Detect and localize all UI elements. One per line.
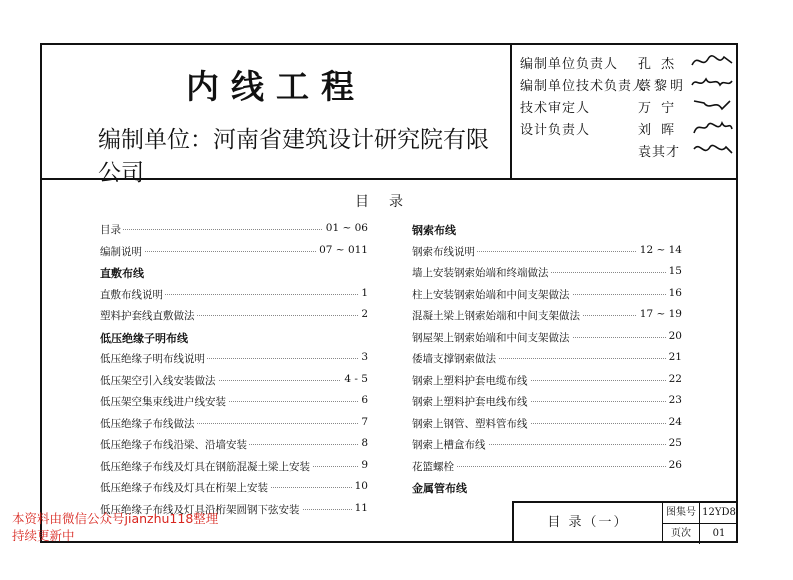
toc-entry-label: 花篮螺栓 <box>412 460 454 473</box>
toc-entry-label: 钢索上钢管、塑料管布线 <box>412 417 528 430</box>
toc-entry-label: 低压绝缘子明布线 <box>100 331 188 345</box>
toc-entry <box>100 413 368 435</box>
toc-entry <box>412 262 682 284</box>
watermark <box>12 510 218 544</box>
signature-role: 编制单位技术负责人 <box>520 79 647 94</box>
toc-entry-page: 22 <box>666 373 682 385</box>
signature-role: 编制单位负责人 <box>520 57 619 72</box>
toc-entry <box>412 241 682 263</box>
signature-person: 蔡黎明 <box>638 79 687 94</box>
toc-entry-label: 编制说明 <box>100 245 142 258</box>
handwritten-signature <box>690 73 734 93</box>
toc-section-heading <box>100 327 368 349</box>
signature-row <box>520 117 734 139</box>
atlas-number-cell <box>663 503 738 524</box>
watermark-line-1: 本资料由微信公众号jianzhu118整理 <box>12 511 219 526</box>
main-title: 内线工程 <box>186 67 366 106</box>
toc-entry-label: 低压绝缘子布线做法 <box>100 417 195 430</box>
toc-entry <box>100 391 368 413</box>
signature-row <box>520 73 734 95</box>
signature-row <box>520 95 734 117</box>
toc-entry-page: 20 <box>666 330 682 342</box>
toc-section-heading <box>100 262 368 284</box>
toc-entry-label: 钢索布线说明 <box>412 245 475 258</box>
toc-section-heading <box>412 477 682 499</box>
toc-right-column <box>412 219 682 499</box>
toc-entry-page: 11 <box>352 502 368 514</box>
toc-title: 目录 <box>355 194 423 210</box>
toc-entry-label: 直敷布线说明 <box>100 288 163 301</box>
toc-entry-page: 01 ~ 06 <box>323 222 368 234</box>
toc-entry-page: 4 - 5 <box>341 373 368 385</box>
signature-person: 孔 杰 <box>638 57 678 72</box>
toc-entry-label: 低压绝缘子布线及灯具在桁架上安装 <box>100 482 268 494</box>
handwritten-signature <box>690 117 734 137</box>
toc-entry <box>412 456 682 478</box>
toc-entry-page: 1 <box>358 287 368 299</box>
toc-entry <box>412 413 682 435</box>
signature-role: 设计负责人 <box>520 123 591 138</box>
toc-entry-page: 23 <box>666 394 682 406</box>
toc-entry <box>412 434 682 456</box>
footer-block <box>512 501 738 543</box>
signature-row-extra <box>520 139 734 161</box>
toc-entry-page: 10 <box>352 480 368 492</box>
signature-role: 技术审定人 <box>520 101 591 116</box>
toc-entry-label: 钢屋架上钢索始端和中间支架做法 <box>412 331 570 344</box>
toc-entry-label: 低压绝缘子布线沿梁、沿墙安装 <box>100 439 247 451</box>
toc-left-column <box>100 219 368 520</box>
toc-entry-label: 塑料护套线直敷做法 <box>100 310 195 322</box>
toc-entry-page: 07 ~ 011 <box>316 244 368 256</box>
signature-table <box>520 51 734 161</box>
handwritten-signature <box>690 51 734 71</box>
toc-entry <box>100 219 368 241</box>
toc-entry-label: 墙上安装钢索始端和终端做法 <box>412 267 549 279</box>
toc-entry <box>100 348 368 370</box>
toc-entry-page: 15 <box>666 265 682 277</box>
signature-person: 刘 晖 <box>638 123 678 138</box>
toc-entry-label: 目录 <box>100 224 121 236</box>
toc-entry <box>100 370 368 392</box>
toc-entry-label: 混凝土梁上钢索始端和中间支架做法 <box>412 310 580 322</box>
toc-entry-page: 16 <box>666 287 682 299</box>
toc-entry-label: 钢索上塑料护套电线布线 <box>412 396 528 408</box>
signature-row <box>520 51 734 73</box>
atlas-number-label: 图集号 <box>663 503 700 523</box>
title-area <box>42 45 512 186</box>
toc-entry-page: 17 ~ 19 <box>637 308 682 320</box>
toc-entry-label: 倭墙支撑钢索做法 <box>412 353 496 365</box>
toc-entry-page: 21 <box>666 351 682 363</box>
toc-entry-page: 9 <box>358 459 368 471</box>
signature-person: 万 宁 <box>638 101 678 116</box>
toc-entry-label: 低压架空集束线进户线安装 <box>100 396 226 408</box>
handwritten-signature <box>690 95 734 115</box>
footer-title: 目 录（一） <box>514 503 663 543</box>
page-number-label: 页次 <box>663 524 700 544</box>
toc-entry <box>100 241 368 263</box>
title-block <box>42 45 736 186</box>
toc-entry-label: 钢索上槽盒布线 <box>412 439 486 451</box>
toc-entry <box>412 305 682 327</box>
toc-entry <box>100 477 368 499</box>
toc-entry <box>100 434 368 456</box>
toc-entry-page: 24 <box>666 416 682 428</box>
toc-entry <box>412 348 682 370</box>
toc-entry-page: 12 ~ 14 <box>637 244 682 256</box>
toc-entry-label: 柱上安装钢索始端和中间支架做法 <box>412 288 570 301</box>
toc-entry-page: 6 <box>358 394 368 406</box>
toc-entry-label: 低压绝缘子布线及灯具在钢筋混凝土梁上安装 <box>100 460 310 473</box>
organization-line: 编制单位：河南省建筑设计研究院有限公司 <box>98 127 489 186</box>
toc-entry <box>412 327 682 349</box>
toc-entry-page: 8 <box>358 437 368 449</box>
toc-entry-label: 低压架空引入线安装做法 <box>100 374 216 387</box>
toc-entry <box>100 284 368 306</box>
toc-section-heading <box>412 219 682 241</box>
toc-entry-page: 25 <box>666 437 682 449</box>
toc-entry-label: 金属管布线 <box>412 482 467 495</box>
toc-entry <box>100 305 368 327</box>
toc-entry-page: 7 <box>358 416 368 428</box>
toc-entry-label: 低压绝缘子布线及灯具沿桁架圆钢下弦安装 <box>100 503 300 516</box>
toc-entry-label: 直敷布线 <box>100 267 144 280</box>
toc-entry-label: 钢索布线 <box>412 224 456 237</box>
toc-entry <box>412 370 682 392</box>
toc-entry-label: 钢索上塑料护套电缆布线 <box>412 374 528 387</box>
toc-entry <box>412 391 682 413</box>
toc-entry-page: 2 <box>358 308 368 320</box>
drawing-frame <box>40 43 738 543</box>
toc-entry <box>412 284 682 306</box>
signature-person-extra: 袁其才 <box>638 145 681 160</box>
toc-entry-page: 26 <box>666 459 682 471</box>
toc-entry-label: 低压绝缘子明布线说明 <box>100 353 205 365</box>
handwritten-signature <box>690 139 734 159</box>
watermark-line-2: 持续更新中 <box>12 528 75 543</box>
toc-entry-page: 3 <box>358 351 368 363</box>
toc-entry <box>100 456 368 478</box>
atlas-number-value: 12YD8 <box>702 507 736 518</box>
page-number-cell <box>663 524 738 544</box>
page-number-value: 01 <box>712 528 726 539</box>
